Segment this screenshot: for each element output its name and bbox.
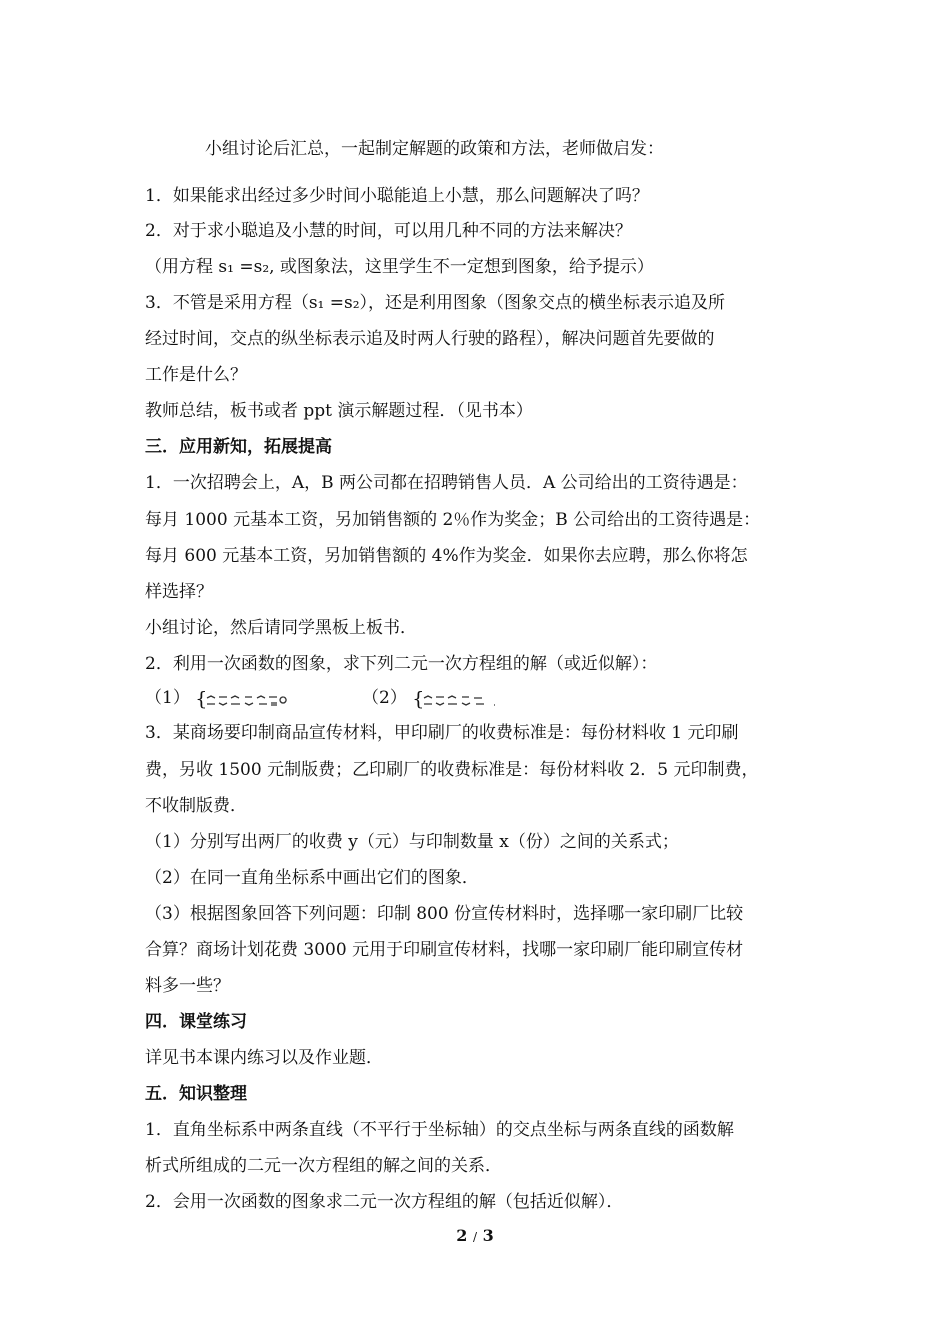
system-1-label: （1） xyxy=(145,688,190,708)
problem-3-sub-2: （2）在同一直角坐标系中画出它们的图象． xyxy=(145,868,479,888)
problem-1-line-2: 每月 1000 元基本工资，另加销售额的 2％作为奖金；B 公司给出的工资待遇是： xyxy=(145,510,761,530)
section-4-heading: 四．课堂练习 xyxy=(145,1012,247,1032)
problem-1-line-1: 1．一次招聘会上，A，B 两公司都在招聘销售人员．A 公司给出的工资待遇是： xyxy=(145,473,748,493)
question-2: 2．对于求小聪追及小慧的时间，可以用几种不同的方法来解决？ xyxy=(145,221,632,241)
question-3-line-3: 工作是什么？ xyxy=(145,365,247,385)
problem-3-line-2: 费，另收 1500 元制版费；乙印刷厂的收费标准是：每份材料收 2．5 元印制费， xyxy=(145,760,759,780)
problem-3-sub-3-line-2: 合算？商场计划花费 3000 元用于印刷宣传材料，找哪一家印刷厂能印刷宣传材 xyxy=(145,940,744,960)
question-2-note: （用方程 s₁ =s₂, 或图象法，这里学生不一定想到图象，给予提示） xyxy=(145,257,654,277)
question-3-line-2: 经过时间，交点的纵坐标表示追及时两人行驶的路程），解决问题首先要做的 xyxy=(145,329,715,349)
problem-2: 2．利用一次函数的图象，求下列二元一次方程组的解（或近似解）： xyxy=(145,654,658,674)
teacher-summary: 教师总结，板书或者 ppt 演示解题过程．（见书本） xyxy=(145,401,533,421)
question-3-line-1: 3．不管是采用方程（s₁ =s₂），还是利用图象（图象交点的横坐标表示追及所 xyxy=(145,293,726,313)
system-2-label: （2） xyxy=(362,688,407,708)
page-separator: / xyxy=(472,1230,478,1244)
page-current: 2 xyxy=(456,1226,468,1245)
problem-1-note: 小组讨论，然后请同学黑板上板书． xyxy=(145,618,417,638)
question-1: 1．如果能求出经过多少时间小聪能追上小慧，那么问题解决了吗？ xyxy=(145,186,649,206)
problem-3-line-1: 3．某商场要印制商品宣传材料，甲印刷厂的收费标准是：每份材料收 1 元印刷 xyxy=(145,723,739,743)
intro-paragraph: 小组讨论后汇总，一起制定解题的政策和方法，老师做启发： xyxy=(205,139,664,159)
problem-3-line-3: 不收制版费． xyxy=(145,796,247,816)
knowledge-1-line-1: 1．直角坐标系中两条直线（不平行于坐标轴）的交点坐标与两条直线的函数解 xyxy=(145,1120,734,1140)
section-5-heading: 五．知识整理 xyxy=(145,1084,247,1104)
knowledge-2: 2．会用一次函数的图象求二元一次方程组的解（包括近似解）． xyxy=(145,1192,624,1212)
problem-3-sub-3-line-3: 料多一些？ xyxy=(145,976,230,996)
problem-1-line-3: 每月 600 元基本工资，另加销售额的 4%作为奖金．如果你去应聘，那么你将怎 xyxy=(145,546,748,566)
problem-3-sub-1: （1）分别写出两厂的收费 y（元）与印制数量 x（份）之间的关系式； xyxy=(145,832,679,852)
practice-text: 详见书本课内练习以及作业题． xyxy=(145,1048,383,1068)
system-2-equation-image: { xyxy=(412,690,502,708)
problem-1-line-4: 样选择？ xyxy=(145,582,213,602)
page-total: 3 xyxy=(482,1226,494,1245)
knowledge-1-line-2: 析式所组成的二元一次方程组的解之间的关系． xyxy=(145,1156,502,1176)
page-number xyxy=(0,1226,950,1245)
problem-3-sub-3-line-1: （3）根据图象回答下列问题：印制 800 份宣传材料时，选择哪一家印刷厂比较 xyxy=(145,904,744,924)
system-1-equation-image: { xyxy=(195,690,307,708)
equation-systems-row xyxy=(145,686,502,710)
section-3-heading: 三．应用新知，拓展提高 xyxy=(145,437,332,457)
